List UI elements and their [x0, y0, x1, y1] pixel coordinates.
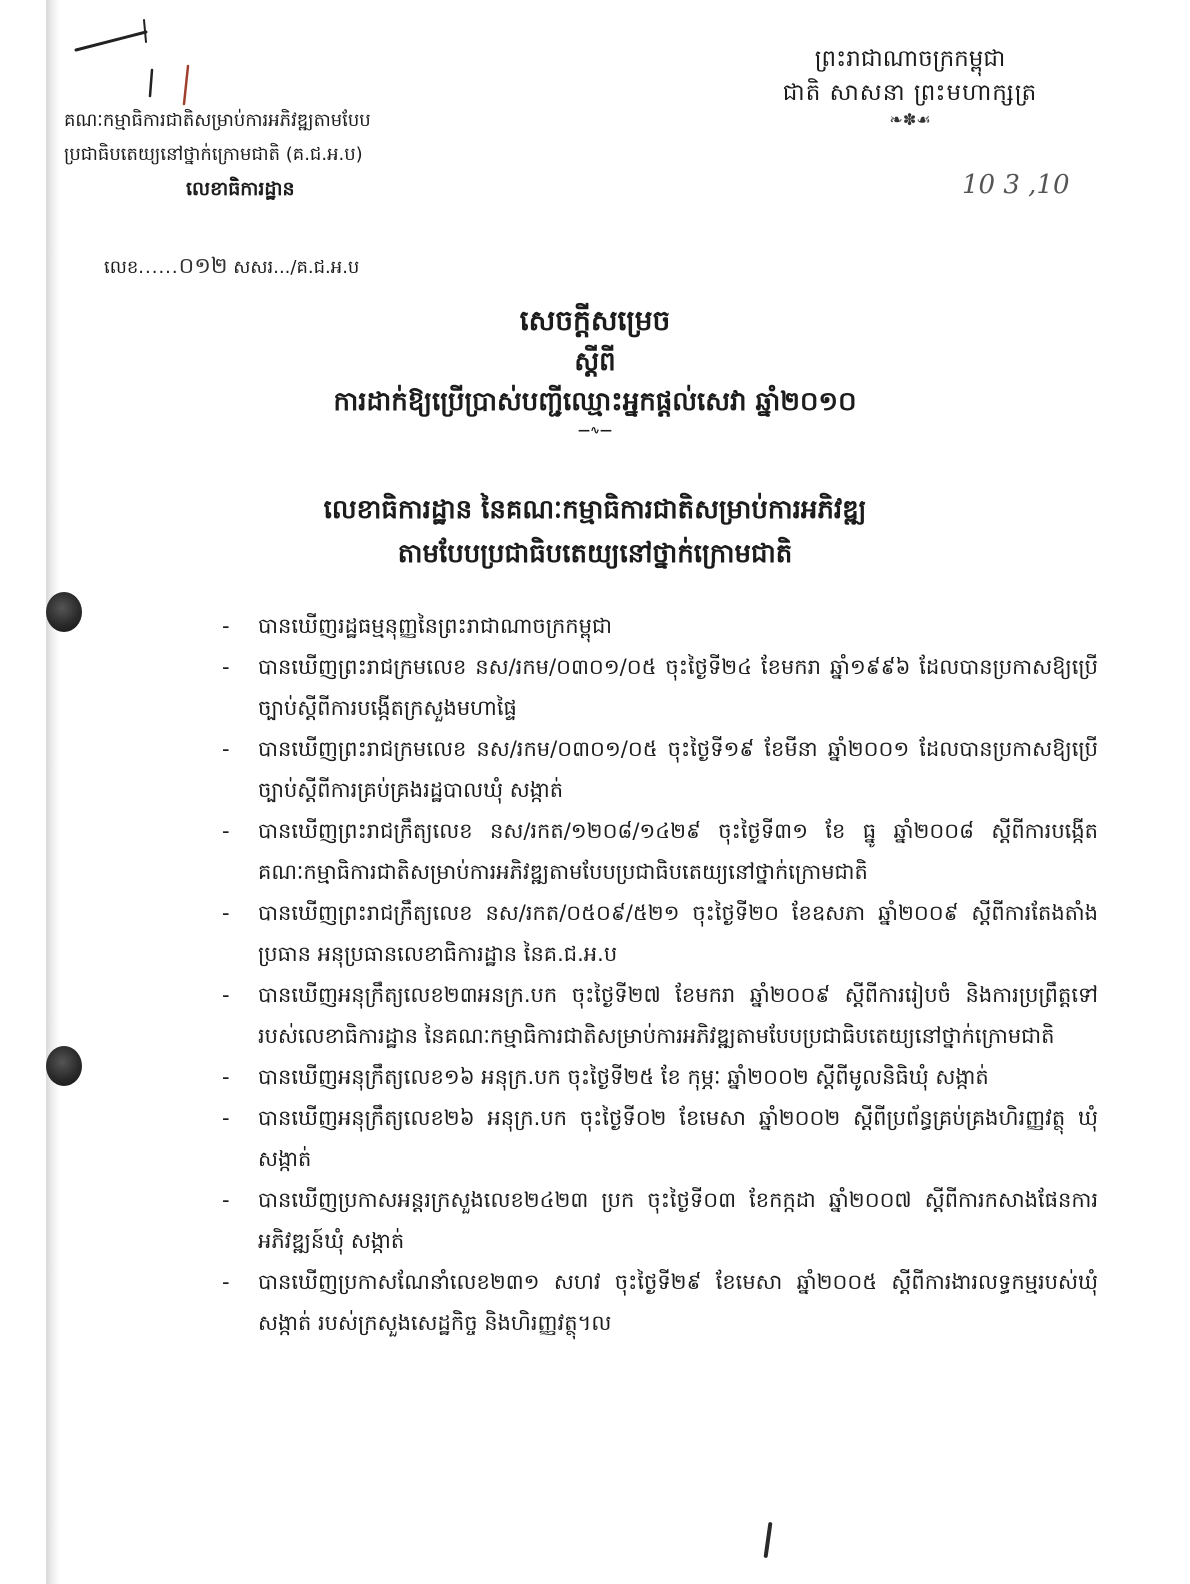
- list-item: [222, 975, 1098, 1057]
- list-item: [222, 1180, 1098, 1262]
- bullet-dash: -: [222, 901, 230, 925]
- authority-line-2: ប្រជាធិបតេយ្យនៅថ្នាក់ក្រោមជាតិ (គ.ជ.អ.ប): [64, 144, 363, 165]
- bullet-dash: -: [222, 983, 230, 1007]
- issuing-authority: [64, 104, 371, 206]
- list-item-text: បានឃើញរដ្ឋធម្មនុញ្ញនៃព្រះរាជាណាចក្រកម្ពុជា: [258, 614, 612, 638]
- bullet-dash: -: [222, 1188, 230, 1212]
- title-separator: —∿—: [577, 423, 613, 437]
- punch-hole-lower: [46, 1046, 82, 1086]
- list-item-text: បានឃើញព្រះរាជក្រឹត្យលេខ នស/រកត/០៥០៩/៥២១ ចុះថ្ងៃទី២០ ខែឧសភា ឆ្នាំ២០០៩ ស្តីពីការតែងតាំងប្រធាន អនុប្រធានលេខាធិការដ្ឋាន នៃគ.ជ.អ.ប: [258, 901, 1098, 966]
- list-item-text: បានឃើញប្រកាសណែនាំលេខ២៣១ សហវ ចុះថ្ងៃទី២៩ ខែមេសា ឆ្នាំ២០០៥ ស្តីពីការងារលទ្ធកម្មរបស់ឃុំ សង្កាត់ របស់ក្រសួងសេដ្ឋកិច្ច និងហិរញ្ញវត្ថុ។ល: [258, 1270, 1098, 1335]
- list-item-text: បានឃើញអនុក្រឹត្យលេខ២៣អនក្រ.បក ចុះថ្ងៃទី២៧ ខែមករា ឆ្នាំ២០០៩ ស្តីពីការរៀបចំ និងការប្រព្រឹត្តទៅរបស់លេខាធិការដ្ឋាន នៃគណៈកម្មាធិការជាតិសម្រាប់ការអភិវឌ្ឍតាមបែបប្រជាធិបតេយ្យនៅថ្នាក់ក្រោមជាតិ: [258, 983, 1098, 1048]
- list-item-text: បានឃើញប្រកាសអន្តរក្រសួងលេខ២៤២៣ ប្រក ចុះថ្ងៃទី០៣ ខែកក្កដា ឆ្នាំ២០០៧ ស្តីពីការកសាងផែនការអភិវឌ្ឍន៍ឃុំ សង្កាត់: [258, 1188, 1098, 1253]
- pen-stroke-mark: [764, 1522, 773, 1558]
- list-item: [222, 729, 1098, 811]
- handwritten-date: 10 3 ,10: [962, 170, 1070, 200]
- bullet-dash: -: [222, 1065, 230, 1089]
- kingdom-header: [720, 42, 1100, 130]
- ref-prefix: លេខ: [104, 257, 139, 278]
- bullet-dash: -: [222, 1106, 230, 1130]
- title-subject: ការដាក់ឱ្យប្រើប្រាស់បញ្ជីឈ្មោះអ្នកផ្តល់សេវា ឆ្នាំ២០១០: [333, 387, 857, 417]
- authority-line-1: គណៈកម្មាធិការជាតិសម្រាប់ការអភិវឌ្ឍតាមបែប: [64, 110, 371, 131]
- list-item: [222, 1057, 1098, 1098]
- list-item-text: បានឃើញអនុក្រឹត្យលេខ២៦ អនុក្រ.បក ចុះថ្ងៃទី០២ ខែមេសា ឆ្នាំ២០០២ ស្តីពីប្រព័ន្ធគ្រប់គ្រងហិរញ្ញវត្ថុ ឃុំ សង្កាត់: [258, 1106, 1098, 1171]
- list-item: [222, 893, 1098, 975]
- ref-suffix: សសរ.../គ.ជ.អ.ប: [233, 257, 360, 278]
- document-title: [0, 300, 1190, 438]
- punch-hole-upper: [46, 592, 82, 632]
- bullet-dash: -: [222, 1270, 230, 1294]
- list-item-text: បានឃើញព្រះរាជក្រឹត្យលេខ នស/រកត/១២០៨/១៤២៩ ចុះថ្ងៃទី៣១ ខែ ធ្នូ ឆ្នាំ២០០៨ ស្តីពីការបង្កើតគណៈកម្មាធិការជាតិសម្រាប់ការអភិវឌ្ឍតាមបែបប្រជាធិបតេយ្យនៅថ្នាក់ក្រោមជាតិ: [258, 819, 1098, 884]
- bullet-dash: -: [222, 737, 230, 761]
- list-item: [222, 1098, 1098, 1180]
- list-item: [222, 811, 1098, 893]
- list-item-text: បានឃើញព្រះរាជក្រមលេខ នស/រកម/០៣០១/០៥ ចុះថ្ងៃទី១៩ ខែមីនា ឆ្នាំ២០០១ ដែលបានប្រកាសឱ្យប្រើច្បាប់ស្តីពីការគ្រប់គ្រងរដ្ឋបាលឃុំ សង្កាត់: [258, 737, 1098, 802]
- issuing-body-heading: [0, 488, 1190, 576]
- bullet-dash: -: [222, 655, 230, 679]
- reference-number: [104, 252, 359, 284]
- list-item: [222, 606, 1098, 647]
- list-item: [222, 1262, 1098, 1344]
- ref-number-handwritten: ០១២: [178, 254, 228, 279]
- ornament: ❧✽☙: [889, 110, 931, 129]
- list-item-text: បានឃើញអនុក្រឹត្យលេខ១៦ អនុក្រ.បក ចុះថ្ងៃទី២៥ ខែ កុម្ភៈ ឆ្នាំ២០០២ ស្តីពីមូលនិធិឃុំ សង្កាត់: [258, 1065, 989, 1089]
- kingdom-name: ព្រះរាជាណាចក្រកម្ពុជា: [814, 46, 1006, 72]
- bullet-dash: -: [222, 819, 230, 843]
- secretariat-label: លេខាធិការដ្ឋាន: [186, 178, 295, 200]
- scan-shadow-edge: [46, 0, 60, 1584]
- title-decision: សេចក្តីសម្រេច: [519, 304, 671, 337]
- bullet-dash: -: [222, 614, 230, 638]
- ref-dots: ......: [138, 257, 179, 278]
- title-about: ស្តីពី: [574, 347, 616, 377]
- heading-line-2: តាមបែបប្រជាធិបតេយ្យនៅថ្នាក់ក្រោមជាតិ: [397, 539, 793, 569]
- list-item: [222, 647, 1098, 729]
- heading-line-1: លេខាធិការដ្ឋាន នៃគណៈកម្មាធិការជាតិសម្រាប់ការអភិវឌ្ឍ: [323, 495, 867, 525]
- legal-basis-list: [222, 606, 1098, 1344]
- national-motto: ជាតិ សាសនា ព្រះមហាក្សត្រ: [782, 80, 1038, 106]
- list-item-text: បានឃើញព្រះរាជក្រមលេខ នស/រកម/០៣០១/០៥ ចុះថ្ងៃទី២៤ ខែមករា ឆ្នាំ១៩៩៦ ដែលបានប្រកាសឱ្យប្រើច្បាប់ស្តីពីការបង្កើតក្រសួងមហាផ្ទៃ: [258, 655, 1098, 720]
